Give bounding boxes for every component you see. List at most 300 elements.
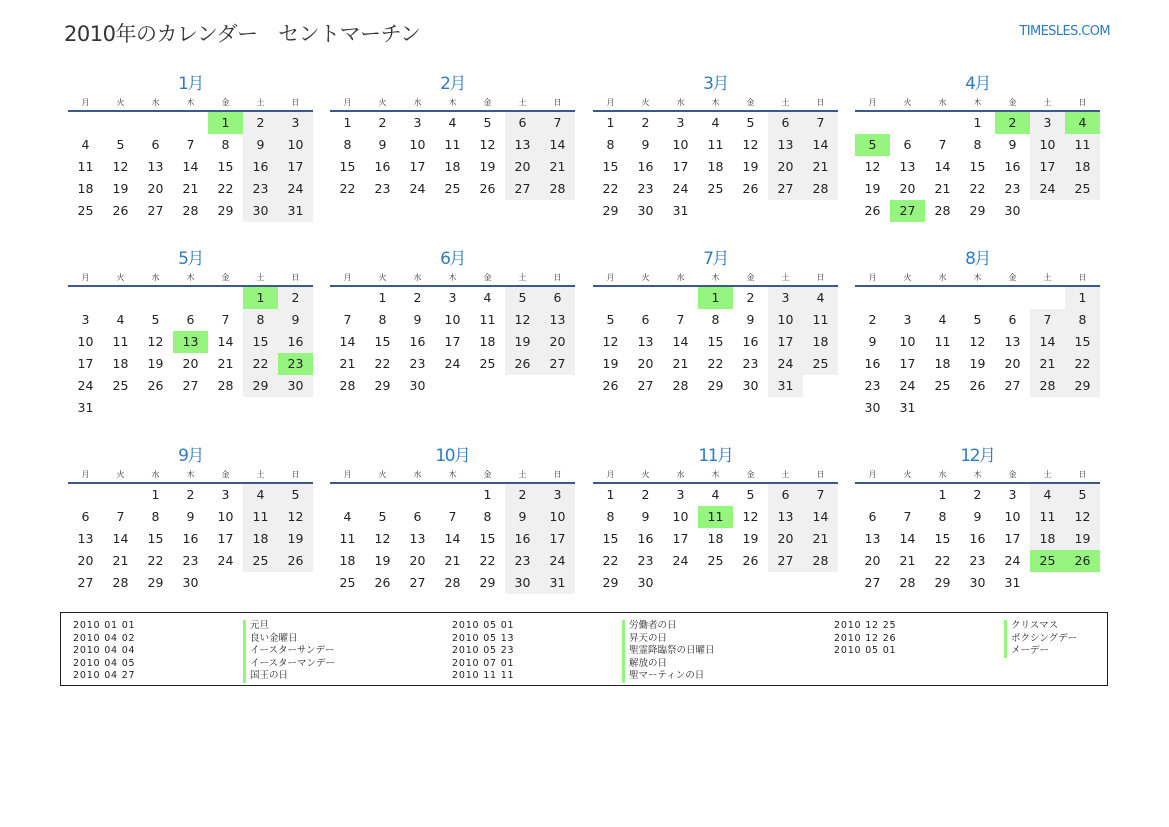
day-cell: 25 — [707, 181, 724, 196]
day-cell: 28 — [182, 203, 199, 218]
month-10 — [330, 444, 575, 594]
weekday-label: 水 — [151, 273, 160, 282]
day-cell: 22 — [969, 181, 986, 196]
day-cell: 26 — [147, 378, 164, 393]
week-row — [330, 287, 575, 309]
day-cell: 3 — [448, 290, 457, 305]
weekday-label: 火 — [903, 273, 912, 282]
holiday-day: 13 — [173, 331, 208, 353]
day-cell: 22 — [243, 353, 278, 375]
day-cell: 5 — [378, 509, 387, 524]
day-cell: 16 — [182, 531, 199, 546]
week-row — [330, 550, 575, 572]
day-cell: 29 — [243, 375, 278, 397]
holiday-day: 26 — [1065, 550, 1100, 572]
day-cell: 21 — [672, 356, 689, 371]
day-cell: 29 — [934, 575, 951, 590]
weekday-label: 木 — [973, 98, 982, 107]
empty-day — [925, 112, 960, 134]
day-cell: 7 — [803, 484, 838, 506]
weekday-label: 火 — [378, 98, 387, 107]
weekday-label: 火 — [641, 470, 650, 479]
day-cell: 15 — [602, 159, 619, 174]
day-cell: 30 — [1004, 203, 1021, 218]
day-cell: 12 — [602, 334, 619, 349]
day-cell: 21 — [803, 156, 838, 178]
day-cell: 24 — [217, 553, 234, 568]
weekday-label: 水 — [676, 273, 685, 282]
week-row — [68, 506, 313, 528]
week-row — [593, 550, 838, 572]
site-link[interactable]: TIMESLES.COM — [1019, 24, 1110, 39]
day-cell: 29 — [374, 378, 391, 393]
day-cell: 27 — [768, 178, 803, 200]
weekday-label: 木 — [186, 98, 195, 107]
day-cell: 11 — [479, 312, 496, 327]
day-cell: 16 — [742, 334, 759, 349]
weekday-label: 木 — [711, 98, 720, 107]
day-cell: 31 — [278, 200, 313, 222]
day-cell: 8 — [221, 137, 230, 152]
day-cell: 22 — [217, 181, 234, 196]
weekday-label: 木 — [711, 470, 720, 479]
day-cell: 19 — [864, 181, 881, 196]
day-cell: 24 — [409, 181, 426, 196]
day-cell: 6 — [768, 112, 803, 134]
weekday-label: 日 — [553, 470, 562, 479]
day-cell: 20 — [637, 356, 654, 371]
day-cell: 24 — [77, 378, 94, 393]
month-days — [855, 112, 1100, 222]
day-cell: 19 — [479, 159, 496, 174]
week-row — [68, 178, 313, 200]
day-cell: 5 — [151, 312, 160, 327]
empty-day — [278, 572, 313, 594]
weekday-label: 日 — [291, 98, 300, 107]
weekday-label: 水 — [676, 98, 685, 107]
day-cell: 5 — [746, 487, 755, 502]
legend-item — [452, 633, 715, 646]
day-cell: 27 — [77, 575, 94, 590]
week-row — [593, 331, 838, 353]
day-cell: 12 — [278, 506, 313, 528]
weekday-label: 日 — [291, 273, 300, 282]
holiday-date: 2010 05 13 — [452, 632, 515, 644]
week-row — [593, 156, 838, 178]
weekday-label: 月 — [81, 470, 90, 479]
empty-day — [330, 484, 365, 506]
holiday-name: イースターサンデー — [243, 645, 335, 658]
weekday-label: 日 — [553, 98, 562, 107]
day-cell: 22 — [707, 356, 724, 371]
day-cell: 9 — [378, 137, 387, 152]
holiday-name: 国王の日 — [243, 670, 288, 683]
day-cell: 14 — [182, 159, 199, 174]
week-row — [330, 528, 575, 550]
weekday-label: 土 — [1043, 470, 1052, 479]
empty-day — [103, 397, 138, 419]
holiday-date: 2010 04 02 — [73, 632, 136, 644]
day-cell: 6 — [186, 312, 195, 327]
month-days — [593, 112, 838, 222]
day-cell: 21 — [339, 356, 356, 371]
day-cell: 13 — [77, 531, 94, 546]
day-cell: 28 — [1030, 375, 1065, 397]
week-row — [68, 528, 313, 550]
week-row — [330, 178, 575, 200]
empty-day — [663, 287, 698, 309]
day-cell: 26 — [969, 378, 986, 393]
week-row — [855, 506, 1100, 528]
weekday-label: 月 — [606, 98, 615, 107]
day-cell: 25 — [112, 378, 129, 393]
day-cell: 15 — [217, 159, 234, 174]
day-cell: 9 — [1008, 137, 1017, 152]
week-row — [68, 572, 313, 594]
weekday-label: 土 — [518, 98, 527, 107]
day-cell: 21 — [899, 553, 916, 568]
day-cell: 23 — [969, 553, 986, 568]
day-cell: 6 — [768, 484, 803, 506]
day-cell: 11 — [1065, 134, 1100, 156]
month-name: 3月 — [703, 74, 728, 94]
week-row — [855, 309, 1100, 331]
weekday-label: 土 — [518, 470, 527, 479]
day-cell: 10 — [1030, 134, 1065, 156]
day-cell: 20 — [768, 528, 803, 550]
week-row — [68, 484, 313, 506]
month-7 — [593, 247, 838, 397]
holiday-day: 23 — [278, 353, 313, 375]
day-cell: 3 — [413, 115, 422, 130]
day-cell: 1 — [343, 115, 352, 130]
day-cell: 8 — [151, 509, 160, 524]
holiday-day: 1 — [243, 287, 278, 309]
weekday-label: 日 — [816, 98, 825, 107]
day-cell: 5 — [1065, 484, 1100, 506]
weekday-label: 金 — [483, 273, 492, 282]
week-row — [593, 287, 838, 309]
weekday-label: 日 — [291, 470, 300, 479]
week-row — [68, 134, 313, 156]
weekday-label: 木 — [973, 273, 982, 282]
month-days — [855, 484, 1100, 594]
week-row — [68, 112, 313, 134]
day-cell: 14 — [899, 531, 916, 546]
day-cell: 6 — [151, 137, 160, 152]
day-cell: 31 — [899, 400, 916, 415]
empty-day — [173, 287, 208, 309]
weekday-label: 月 — [606, 470, 615, 479]
weekday-label: 金 — [483, 470, 492, 479]
weekday-label: 月 — [868, 98, 877, 107]
day-cell: 7 — [803, 112, 838, 134]
day-cell: 8 — [973, 137, 982, 152]
day-cell: 18 — [707, 531, 724, 546]
day-cell: 15 — [479, 531, 496, 546]
weekday-label: 土 — [781, 470, 790, 479]
holiday-day: 11 — [698, 506, 733, 528]
weekday-header — [68, 96, 313, 112]
day-cell: 4 — [243, 484, 278, 506]
holiday-legend — [60, 612, 1108, 686]
day-cell: 17 — [1030, 156, 1065, 178]
holiday-date: 2010 05 01 — [452, 620, 515, 631]
holiday-name: 良い金曜日 — [243, 633, 298, 646]
weekday-label: 月 — [81, 273, 90, 282]
weekday-label: 土 — [781, 273, 790, 282]
week-row — [330, 353, 575, 375]
day-cell: 24 — [768, 353, 803, 375]
empty-day — [540, 375, 575, 397]
day-cell: 30 — [637, 575, 654, 590]
weekday-label: 日 — [553, 273, 562, 282]
day-cell: 3 — [81, 312, 90, 327]
day-cell: 6 — [81, 509, 90, 524]
weekday-label: 金 — [1008, 470, 1017, 479]
week-row — [593, 178, 838, 200]
week-row — [855, 156, 1100, 178]
empty-day — [103, 484, 138, 506]
day-cell: 16 — [1004, 159, 1021, 174]
day-cell: 11 — [339, 531, 356, 546]
week-row — [593, 484, 838, 506]
day-cell: 31 — [1004, 575, 1021, 590]
day-cell: 27 — [768, 550, 803, 572]
holiday-name: メーデー — [1004, 645, 1049, 658]
weekday-label: 火 — [378, 273, 387, 282]
day-cell: 1 — [151, 487, 160, 502]
legend-item — [452, 620, 715, 633]
weekday-label: 木 — [448, 470, 457, 479]
day-cell: 11 — [444, 137, 461, 152]
page-title: 2010年のカレンダー セントマーチン — [64, 22, 421, 46]
day-cell: 10 — [768, 309, 803, 331]
weekday-label: 月 — [343, 273, 352, 282]
day-cell: 5 — [973, 312, 982, 327]
day-cell: 5 — [116, 137, 125, 152]
day-cell: 11 — [77, 159, 94, 174]
week-row — [855, 375, 1100, 397]
day-cell: 12 — [505, 309, 540, 331]
day-cell: 28 — [339, 378, 356, 393]
day-cell: 9 — [505, 506, 540, 528]
week-row — [330, 572, 575, 594]
holiday-name: 労働者の日 — [622, 620, 677, 633]
holiday-date: 2010 01 01 — [73, 620, 136, 631]
empty-day — [208, 572, 243, 594]
day-cell: 25 — [803, 353, 838, 375]
day-cell: 18 — [934, 356, 951, 371]
day-cell: 24 — [1030, 178, 1065, 200]
legend-item — [834, 633, 1077, 646]
day-cell: 20 — [899, 181, 916, 196]
holiday-date: 2010 12 26 — [834, 632, 897, 644]
weekday-label: 水 — [413, 273, 422, 282]
day-cell: 23 — [742, 356, 759, 371]
day-cell: 27 — [637, 378, 654, 393]
holiday-date: 2010 12 25 — [834, 620, 897, 631]
weekday-label: 木 — [711, 273, 720, 282]
day-cell: 26 — [602, 378, 619, 393]
day-cell: 17 — [278, 156, 313, 178]
day-cell: 8 — [343, 137, 352, 152]
day-cell: 1 — [483, 487, 492, 502]
weekday-label: 金 — [221, 98, 230, 107]
day-cell: 24 — [278, 178, 313, 200]
empty-day — [925, 287, 960, 309]
day-cell: 15 — [374, 334, 391, 349]
legend-item — [834, 620, 1077, 633]
day-cell: 23 — [637, 181, 654, 196]
day-cell: 31 — [77, 400, 94, 415]
day-cell: 27 — [1004, 378, 1021, 393]
week-row — [68, 200, 313, 222]
day-cell: 26 — [505, 353, 540, 375]
week-row — [68, 331, 313, 353]
day-cell: 9 — [413, 312, 422, 327]
day-cell: 21 — [934, 181, 951, 196]
day-cell: 3 — [903, 312, 912, 327]
day-cell: 29 — [602, 203, 619, 218]
day-cell: 12 — [742, 509, 759, 524]
day-cell: 4 — [343, 509, 352, 524]
empty-day — [855, 112, 890, 134]
day-cell: 18 — [243, 528, 278, 550]
weekday-header — [593, 468, 838, 484]
day-cell: 4 — [483, 290, 492, 305]
day-cell: 12 — [1065, 506, 1100, 528]
weekday-label: 土 — [781, 98, 790, 107]
day-cell: 16 — [505, 528, 540, 550]
day-cell: 8 — [243, 309, 278, 331]
holiday-day: 5 — [855, 134, 890, 156]
holiday-day: 25 — [1030, 550, 1065, 572]
week-row — [855, 200, 1100, 222]
day-cell: 29 — [479, 575, 496, 590]
month-6 — [330, 247, 575, 397]
holiday-name: イースターマンデー — [243, 658, 335, 671]
day-cell: 17 — [672, 159, 689, 174]
day-cell: 2 — [278, 287, 313, 309]
day-cell: 7 — [938, 137, 947, 152]
weekday-label: 木 — [186, 470, 195, 479]
empty-day — [208, 397, 243, 419]
day-cell: 12 — [147, 334, 164, 349]
empty-day — [698, 572, 733, 594]
month-days — [68, 484, 313, 594]
weekday-label: 土 — [256, 98, 265, 107]
day-cell: 10 — [444, 312, 461, 327]
day-cell: 2 — [868, 312, 877, 327]
day-cell: 16 — [637, 159, 654, 174]
day-cell: 28 — [803, 178, 838, 200]
day-cell: 13 — [409, 531, 426, 546]
day-cell: 7 — [186, 137, 195, 152]
week-row — [593, 506, 838, 528]
day-cell: 11 — [243, 506, 278, 528]
day-cell: 17 — [1004, 531, 1021, 546]
week-row — [593, 200, 838, 222]
day-cell: 16 — [243, 156, 278, 178]
day-cell: 30 — [969, 575, 986, 590]
day-cell: 9 — [641, 509, 650, 524]
weekday-label: 木 — [973, 470, 982, 479]
day-cell: 6 — [1008, 312, 1017, 327]
legend-item — [452, 645, 715, 658]
day-cell: 26 — [864, 203, 881, 218]
day-cell: 11 — [1030, 506, 1065, 528]
day-cell: 17 — [77, 356, 94, 371]
day-cell: 27 — [864, 575, 881, 590]
day-cell: 14 — [672, 334, 689, 349]
weekday-label: 木 — [448, 98, 457, 107]
day-cell: 27 — [409, 575, 426, 590]
holiday-day: 2 — [995, 112, 1030, 134]
empty-day — [733, 200, 768, 222]
weekday-label: 金 — [746, 98, 755, 107]
day-cell: 8 — [1065, 309, 1100, 331]
holiday-name: 元旦 — [243, 620, 269, 633]
day-cell: 18 — [444, 159, 461, 174]
empty-day — [995, 287, 1030, 309]
day-cell: 10 — [278, 134, 313, 156]
day-cell: 20 — [1004, 356, 1021, 371]
month-1 — [68, 72, 313, 222]
empty-day — [400, 484, 435, 506]
day-cell: 3 — [221, 487, 230, 502]
month-days — [855, 287, 1100, 419]
day-cell: 27 — [182, 378, 199, 393]
day-cell: 2 — [641, 487, 650, 502]
day-cell: 15 — [147, 531, 164, 546]
day-cell: 15 — [707, 334, 724, 349]
week-row — [68, 156, 313, 178]
day-cell: 25 — [1065, 178, 1100, 200]
empty-day — [208, 287, 243, 309]
day-cell: 25 — [77, 203, 94, 218]
day-cell: 30 — [182, 575, 199, 590]
day-cell: 8 — [378, 312, 387, 327]
legend-item — [452, 670, 715, 683]
day-cell: 25 — [444, 181, 461, 196]
day-cell: 20 — [77, 553, 94, 568]
holiday-day: 27 — [890, 200, 925, 222]
day-cell: 8 — [938, 509, 947, 524]
month-9 — [68, 444, 313, 594]
day-cell: 23 — [374, 181, 391, 196]
day-cell: 10 — [672, 509, 689, 524]
empty-day — [593, 287, 628, 309]
day-cell: 2 — [505, 484, 540, 506]
day-cell: 13 — [864, 531, 881, 546]
empty-day — [803, 375, 838, 397]
holiday-name: クリスマス — [1004, 620, 1058, 633]
week-row — [330, 375, 575, 397]
day-cell: 29 — [602, 575, 619, 590]
day-cell: 21 — [444, 553, 461, 568]
day-cell: 12 — [864, 159, 881, 174]
weekday-label: 日 — [1078, 273, 1087, 282]
day-cell: 23 — [637, 553, 654, 568]
day-cell: 11 — [934, 334, 951, 349]
day-cell: 2 — [746, 290, 755, 305]
week-row — [330, 484, 575, 506]
day-cell: 23 — [243, 178, 278, 200]
day-cell: 10 — [672, 137, 689, 152]
weekday-label: 水 — [938, 98, 947, 107]
day-cell: 7 — [343, 312, 352, 327]
